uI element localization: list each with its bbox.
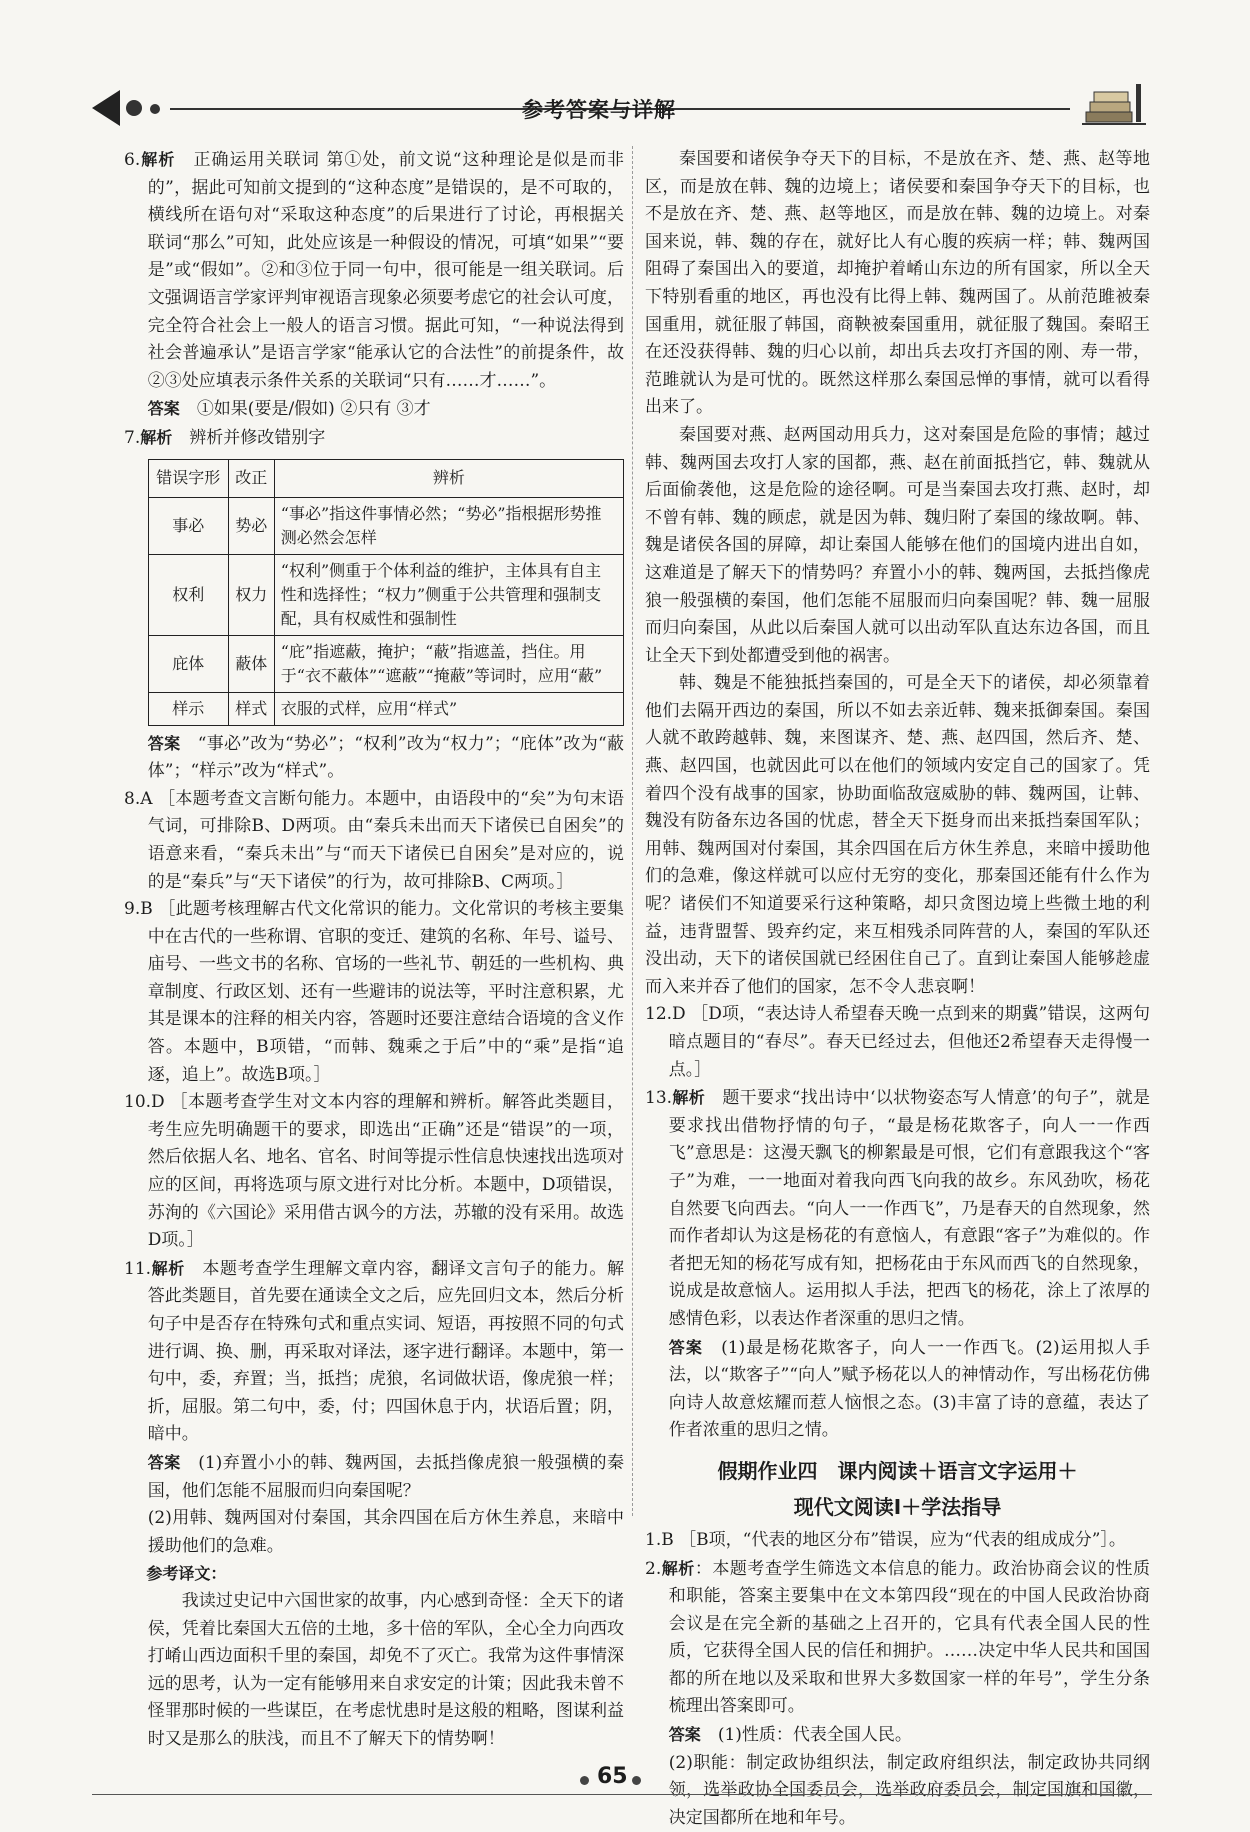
arrow-left-icon [92,90,120,126]
s2-answer: 答案 (1)性质：代表全国人民。 [668,1725,912,1746]
footer-dot-icon [580,1776,589,1785]
table-row [148,497,623,554]
table-cell: 权力 [228,554,274,635]
table-header-cell: 改正 [228,459,274,497]
translation-paragraph: 韩、魏是不能独抵挡秦国的，可是全天下的诸侯，却必须靠着他们去隔开西边的秦国，所以不如去亲近韩、魏来抵御秦国。秦国人就不敢跨越韩、魏，来图谋齐、楚、燕、赵四国，然后齐、楚、燕、赵四国，也就因此可以在他们的领域内安定自己的国家了。凭着四个没有战事的国家，协助面临敌寇威胁的韩、魏两国，让韩、魏没有防备东边各国的忧虑，替全天下挺身而出来抵挡秦国军队；用韩、魏两国对付秦国，其余四国在后方休生养息，来暗中援助他们的急难，像这样就可以应付无穷的变化，那秦国还能有什么作为呢？诸侯们不知道要采行这种策略，却只贪图边境上些微土地的利益，违背盟誓、毁弃约定，来互相残杀同阵营的人，秦国的军队还没出动，天下的诸侯国就已经困住自己了。直到让秦国人能够趁虚而入来并吞了他们的国家，怎不令人悲哀啊！ [645,673,1150,997]
table-header-cell: 错误字形 [148,459,228,497]
q11-translation-label: 参考译文： [146,1564,227,1584]
right-column [645,146,1150,1832]
left-column [124,146,624,1754]
table-cell: 蔽体 [228,635,274,692]
q6-answer: 答案 ①如果(要是/假如) ②只有 ③才 [147,399,431,420]
q12-answer: 12.D ［D项，“表达诗人希望春天晚一点到来的期冀”错误，这两句暗点题目的“春尽”。春天已经过去，但他还2希望春天走得慢一点。］ [645,1004,1150,1080]
footer-rule [92,1794,1152,1795]
q11-answer-2: (2)用韩、魏两国对付秦国，其余四国在后方休生养息，来暗中援助他们的急难。 [147,1508,624,1556]
header-dot-icon [150,104,160,114]
table-cell: 事必 [148,497,228,554]
table-header-row [148,459,623,497]
footer-dot-icon [632,1776,641,1785]
section-heading-line2: 现代文阅读Ⅰ＋学法指导 [793,1494,1002,1519]
q7-explanation: 7.解析 辨析并修改错别字 [124,427,326,448]
q13-answer: 答案 (1)最是杨花欺客子，向人一一作西飞。(2)运用拟人手法，以“欺客子”“向人”赋予杨花以人的神情动作，写出杨花仿佛向诗人故意炫耀而惹人恼恨之态。(3)丰富了诗的意蕴，表达了作者浓重的思归之情。 [668,1337,1150,1441]
q10-answer: 10.D ［本题考查学生对文本内容的理解和辨析。解答此类题目，考生应先明确题干的要求，即选出“正确”还是“错误”的一项，然后依据人名、地名、官名、时间等提示性信息快速找出选项对应的区间，再将选项与原文进行对比分析。本题中，D项错误，苏洵的《六国论》采用借古讽今的方法，苏辙的没有采用。故选D项。］ [124,1092,624,1251]
q9-answer: 9.B ［此题考核理解古代文化常识的能力。文化常识的考核主要集中在古代的一些称谓、官职的变迁、建筑的名称、年号、谥号、庙号、一些文书的名称、官场的一些礼节、朝廷的一些机构、典章制度、行政区划、还有一些避讳的说法等，平时注意积累，尤其是课本的注释的相关内容，答题时还要注意结合语境的含义作答。本题中，B项错，“而韩、魏乘之于后”中的“乘”是指“追逐，追上”。故选B项。］ [124,899,624,1085]
q11-translation: 我读过史记中六国世家的故事，内心感到奇怪：全天下的诸侯，凭着比秦国大五倍的土地，多十倍的军队，全心全力向西攻打崤山西边面积千里的秦国，却免不了灭亡。我常为这件事情深远的思考，认为一定有能够用来自求安定的计策；因此我未曾不怪罪那时候的一些谋臣，在考虑忧患时是这般的粗略，图谋利益时又是那么的肤浅，而且不了解天下的情势啊！ [147,1590,624,1749]
q7-table-wrap [124,459,624,726]
q11-answer: 答案 (1)弃置小小的韩、魏两国，去抵挡像虎狼一般强横的秦国，他们怎能不屈服而归向秦国呢？ [147,1452,624,1501]
page-header [92,82,1152,130]
s1-answer: 1.B ［B项，“代表的地区分布”错误，应为“代表的组成成分”］。 [645,1529,1126,1550]
s2-explanation: 2.解析：本题考查学生筛选文本信息的能力。政治协商会议的性质和职能，答案主要集中在文本第四段“现在的中国人民政治协商会议是在完全新的基础之上召开的，它具有代表全国人民的性质，它获得全国人民的信任和拥护。……决定中华人民共和国国都的所在地以及采取和世界大多数国家一样的年号”，学生分条梳理出答案即可。 [645,1558,1151,1717]
q6-explanation: 6.解析 正确运用关联词 第①处，前文说“这种理论是似是而非的”，据此可知前文提到的“这种态度”是错误的，是不可取的，横线所在语句对“采取这种态度”的后果进行了讨论，再根据关联词“那么”可知，此处应该是一种假设的情况，可填“如果”“要是”或“假如”。②和③位于同一句中，很可能是一组关联词。后文强调语言学家评判审视语言现象必须要考虑它的社会认可度，完全符合社会上一般人的语言习惯。据此可知，“一种说法得到社会普遍承认”是语言学家“能承认它的合法性”的前提条件，故②③处应填表示条件关系的关联词“只有……才……”。 [124,150,624,391]
table-cell: 庇体 [148,635,228,692]
q7-answer: 答案 “事必”改为“势必”；“权利”改为“权力”；“庇体”改为“蔽体”；“样示”改为“样式”。 [147,733,624,782]
table-cell: “事必”指这件事情必然；“势必”指根据形势推测必然会怎样 [274,497,623,554]
s2-answer-2: (2)职能：制定政协组织法，制定政府组织法，制定政协共同纲领，选举政协全国委员会，选举政府委员会，制定国旗和国徽，决定国都所在地和年号。 [668,1752,1150,1828]
table-cell: 势必 [228,497,274,554]
q13-explanation: 13.解析 题干要求“找出诗中‘以状物姿态写人情意’的句子”，就是要求找出借物抒情的句子，“最是杨花欺客子，向人一一作西飞”意思是：这漫天飘飞的柳絮最是可恨，它们有意跟我这个“客子”为难，一一地面对着我向西飞向我的故乡。东风劲吹，杨花自然要飞向西去。“向人一一作西飞”，乃是春天的自然现象，然而作者却认为这是杨花的有意恼人，有意跟“客子”为难似的。作者把无知的杨花写成有知，把杨花由于东风而西飞的自然现象，说成是故意恼人。运用拟人手法，把西飞的杨花，涂上了浓厚的感情色彩，以表达作者深重的思归之情。 [645,1088,1150,1329]
table-cell: “权利”侧重于个体利益的维护，主体具有自主性和选择性；“权力”侧重于公共管理和强制支配，具有权威性和强制性 [274,554,623,635]
column-divider [632,146,633,1516]
header-dot-icon [126,100,142,116]
section-heading-line1: 假期作业四 课内阅读＋语言文字运用＋ [717,1458,1078,1483]
q8-answer: 8.A ［本题考查文言断句能力。本题中，由语段中的“矣”为句末语气词，可排除B、D两项。由“秦兵未出而天下诸侯已自困矣”的语意来看，“秦兵未出”与“而天下诸侯已自困矣”是对应的，说的是“秦兵”与“天下诸侯”的行为，故可排除B、C两项。］ [124,788,624,892]
q11-explanation: 11.解析 本题考查学生理解文章内容，翻译文言句子的能力。解答此类题目，首先要在通读全文之后，应先回归文本，然后分析句子中是否存在特殊句式和重点实词、短语，再按照不同的句式进行调、换、删，再采取对译法，逐字进行翻译。本题中，第一句中，委，弃置；当，抵挡；虎狼，名词做状语，像虎狼一样；折，屈服。第二句中，委，付；四国休息于内，状语后置；阴，暗中。 [124,1258,624,1445]
translation-paragraph: 秦国要对燕、赵两国动用兵力，这对秦国是危险的事情；越过韩、魏两国去攻打人家的国都，燕、赵在前面抵挡它，韩、魏就从后面偷袭他，这是危险的途径啊。可是当秦国去攻打燕、赵时，却不曾有韩、魏的顾虑，就是因为韩、魏归附了秦国的缘故啊。韩、魏是诸侯各国的屏障，却让秦国人能够在他们的国境内进出自如，这难道是了解天下的情势吗？弃置小小的韩、魏两国，去抵挡像虎狼一般强横的秦国，他们怎能不屈服而归向秦国呢？韩、魏一屈服而归向秦国，从此以后秦国人就可以出动军队直达东边各国，而且让全天下到处都遭受到他的祸害。 [645,424,1150,666]
table-cell: 样式 [228,692,274,725]
table-row [148,692,623,725]
section-heading [645,1453,1150,1525]
table-cell: “庇”指遮蔽，掩护；“蔽”指遮盖，挡住。用于“衣不蔽体”“遮蔽”“掩蔽”等词时，应用“蔽” [274,635,623,692]
table-row [148,554,623,635]
table-cell: 衣服的式样，应用“样式” [274,692,623,725]
table-cell: 样示 [148,692,228,725]
typo-table [148,459,624,726]
page-number: 65 [597,1764,628,1789]
table-cell: 权利 [148,554,228,635]
page-title: 参考答案与详解 [522,98,676,122]
table-row [148,635,623,692]
books-icon [1082,82,1146,128]
translation-paragraph: 秦国要和诸侯争夺天下的目标，不是放在齐、楚、燕、赵等地区，而是放在韩、魏的边境上；诸侯要和秦国争夺天下的目标，也不是放在齐、楚、燕、赵等地区，而是放在韩、魏的边境上。对秦国来说，韩、魏的存在，就好比人有心腹的疾病一样；韩、魏两国阻碍了秦国出入的要道，却掩护着崤山东边的所有国家，所以全天下特别看重的地区，再也没有比得上韩、魏两国了。从前范雎被秦国重用，就征服了韩国，商鞅被秦国重用，就征服了魏国。秦昭王在还没获得韩、魏的归心以前，却出兵去攻打齐国的刚、寿一带，范雎就认为是可忧的。既然这样那么秦国忌惮的事情，就可以看得出来了。 [645,149,1150,418]
table-header-cell: 辨析 [274,459,623,497]
